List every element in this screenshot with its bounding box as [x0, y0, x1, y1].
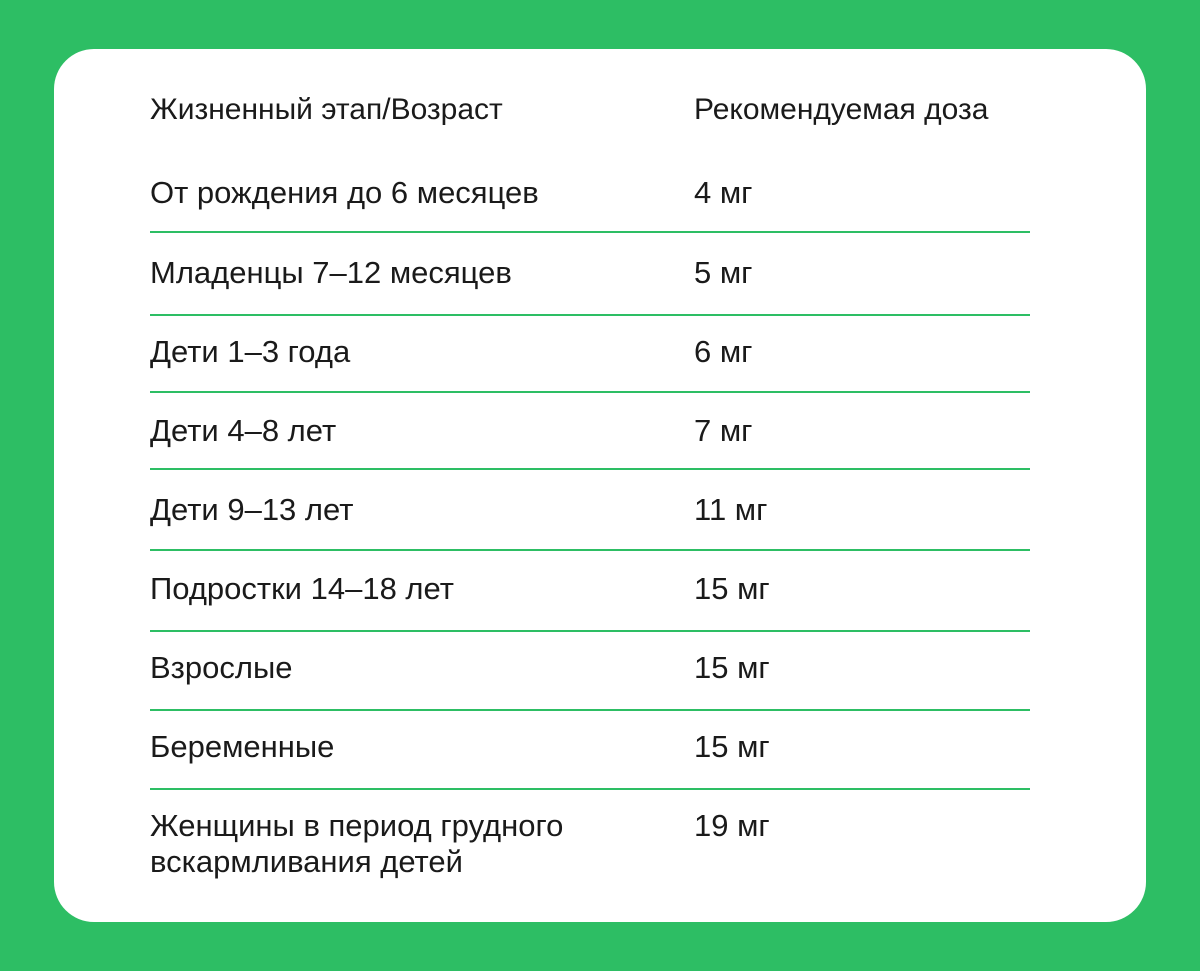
row-dose: 19 мг — [694, 808, 770, 843]
row-divider — [150, 788, 1030, 790]
row-stage: Дети 4–8 лет — [150, 413, 337, 448]
row-dose: 11 мг — [694, 492, 768, 527]
row-dose: 6 мг — [694, 334, 753, 369]
row-stage: Женщины в период грудного вскармливания детей — [150, 808, 564, 879]
row-dose: 15 мг — [694, 729, 770, 764]
column-header-stage: Жизненный этап/Возраст — [150, 93, 503, 126]
row-stage: От рождения до 6 месяцев — [150, 175, 539, 210]
row-divider — [150, 709, 1030, 711]
row-divider — [150, 549, 1030, 551]
row-dose: 5 мг — [694, 255, 753, 290]
row-dose: 15 мг — [694, 650, 770, 685]
dosage-table-card — [54, 49, 1146, 922]
row-divider — [150, 630, 1030, 632]
row-divider — [150, 468, 1030, 470]
column-header-dose: Рекомендуемая доза — [694, 93, 989, 126]
row-stage: Дети 1–3 года — [150, 334, 351, 369]
row-stage: Подростки 14–18 лет — [150, 571, 454, 606]
row-stage: Дети 9–13 лет — [150, 492, 354, 527]
row-stage: Младенцы 7–12 месяцев — [150, 255, 512, 290]
row-dose: 15 мг — [694, 571, 770, 606]
row-dose: 4 мг — [694, 175, 753, 210]
row-dose: 7 мг — [694, 413, 753, 448]
row-divider — [150, 231, 1030, 233]
row-stage: Взрослые — [150, 650, 293, 685]
row-stage: Беременные — [150, 729, 335, 764]
row-divider — [150, 391, 1030, 393]
row-divider — [150, 314, 1030, 316]
